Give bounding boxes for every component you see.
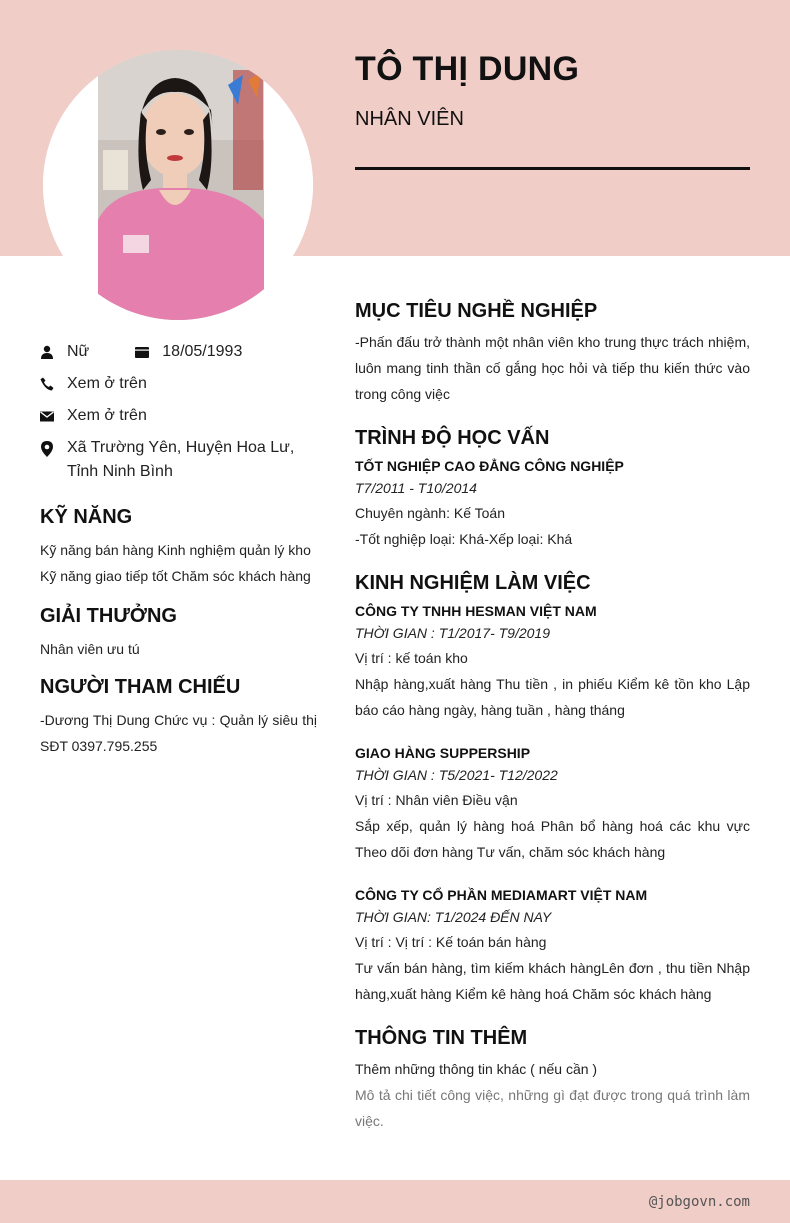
experience-company: GIAO HÀNG SUPPERSHIP bbox=[355, 745, 531, 761]
education-grade: -Tốt nghiệp loại: Khá-Xếp loại: Khá bbox=[355, 531, 573, 547]
additional-section bbox=[355, 1027, 750, 1134]
dob-value: 18/05/1993 bbox=[162, 343, 243, 360]
experience-position: Vị trí : Vị trí : Kế toán bán hàng bbox=[355, 934, 547, 950]
person-icon bbox=[40, 345, 54, 359]
objective-section bbox=[355, 300, 750, 407]
right-column bbox=[355, 300, 750, 1154]
skill-item: Kỹ năng giao tiếp tốt Chăm sóc khách hàng bbox=[40, 568, 311, 584]
skills-title: KỸ NĂNG bbox=[40, 506, 133, 528]
email-row bbox=[40, 404, 317, 428]
references-section bbox=[40, 676, 317, 759]
experience-company: CÔNG TY CỔ PHẦN MEDIAMART VIỆT NAM bbox=[355, 887, 648, 903]
address-value: Xã Trường Yên, Huyện Hoa Lư, Tỉnh Ninh Bình bbox=[67, 439, 295, 480]
award-text: Nhân viên ưu tú bbox=[40, 641, 140, 657]
additional-line: Thêm những thông tin khác ( nếu cần ) bbox=[355, 1061, 598, 1077]
experience-description: Nhập hàng,xuất hàng Thu tiền , in phiếu Kiểm kê tồn kho Lập báo cáo hàng ngày, hàng tuần , hàng tháng bbox=[355, 676, 750, 718]
profile-photo bbox=[43, 50, 313, 320]
experience-time: THỜI GIAN: T1/2024 ĐẾN NAY bbox=[355, 909, 552, 925]
experience-section bbox=[355, 572, 750, 1007]
education-major: Chuyên ngành: Kế Toán bbox=[355, 505, 505, 521]
title-divider bbox=[355, 167, 750, 170]
email-value: Xem ở trên bbox=[67, 407, 147, 424]
avatar bbox=[43, 50, 313, 320]
education-section bbox=[355, 427, 750, 552]
experience-description: Tư vấn bán hàng, tìm kiếm khách hàngLên đơn , thu tiền Nhập hàng,xuất hàng Kiểm kê hàng hoá Chăm sóc khách hàng bbox=[355, 960, 750, 1002]
additional-description: Mô tả chi tiết công việc, những gì đạt được trong quá trình làm việc. bbox=[355, 1087, 750, 1129]
phone-icon bbox=[40, 377, 54, 391]
education-school: TỐT NGHIỆP CAO ĐẲNG CÔNG NGHIỆP bbox=[355, 458, 624, 474]
experience-entry bbox=[355, 601, 750, 723]
education-title: TRÌNH ĐỘ HỌC VẤN bbox=[355, 427, 550, 449]
references-title: NGƯỜI THAM CHIẾU bbox=[40, 676, 241, 698]
experience-entry bbox=[355, 743, 750, 865]
awards-title: GIẢI THƯỞNG bbox=[40, 605, 177, 627]
calendar-icon bbox=[135, 345, 149, 359]
objective-title: MỤC TIÊU NGHỀ NGHIỆP bbox=[355, 300, 598, 322]
gender-dob-row bbox=[40, 340, 317, 364]
experience-position: Vị trí : Nhân viên Điều vận bbox=[355, 792, 518, 808]
footer-brand: @jobgovn.com bbox=[648, 1194, 750, 1210]
experience-time: THỜI GIAN : T5/2021- T12/2022 bbox=[355, 767, 558, 783]
skill-item: Kỹ năng bán hàng Kinh nghiệm quản lý kho bbox=[40, 542, 311, 558]
location-pin-icon bbox=[40, 441, 54, 457]
gender-value: Nữ bbox=[67, 343, 90, 360]
phone-row bbox=[40, 372, 317, 396]
experience-time: THỜI GIAN : T1/2017- T9/2019 bbox=[355, 625, 550, 641]
candidate-name: TÔ THỊ DUNG bbox=[355, 50, 580, 88]
experience-company: CÔNG TY TNHH HESMAN VIỆT NAM bbox=[355, 603, 597, 619]
objective-text: -Phấn đấu trở thành một nhân viên kho trung thực trách nhiệm, luôn mang tinh thần cố gắng học hỏi và tiếp thu kiến thức vào trong công việc bbox=[355, 334, 750, 402]
left-column bbox=[40, 340, 317, 759]
experience-title: KINH NGHIỆM LÀM VIỆC bbox=[355, 572, 591, 594]
awards-section bbox=[40, 605, 317, 662]
skills-section bbox=[40, 506, 317, 589]
experience-position: Vị trí : kế toán kho bbox=[355, 650, 468, 666]
address-row bbox=[40, 436, 317, 484]
reference-text: -Dương Thị Dung Chức vụ : Quản lý siêu thị SĐT 0397.795.255 bbox=[40, 712, 317, 754]
phone-value: Xem ở trên bbox=[67, 375, 147, 392]
additional-title: THÔNG TIN THÊM bbox=[355, 1027, 528, 1049]
experience-entry bbox=[355, 885, 750, 1007]
mail-icon bbox=[40, 409, 54, 423]
experience-description: Sắp xếp, quản lý hàng hoá Phân bổ hàng hoá các khu vực Theo dõi đơn hàng Tư vấn, chăm sóc khách hàng bbox=[355, 818, 750, 860]
job-title: NHÂN VIÊN bbox=[355, 108, 464, 130]
education-time: T7/2011 - T10/2014 bbox=[355, 480, 477, 496]
